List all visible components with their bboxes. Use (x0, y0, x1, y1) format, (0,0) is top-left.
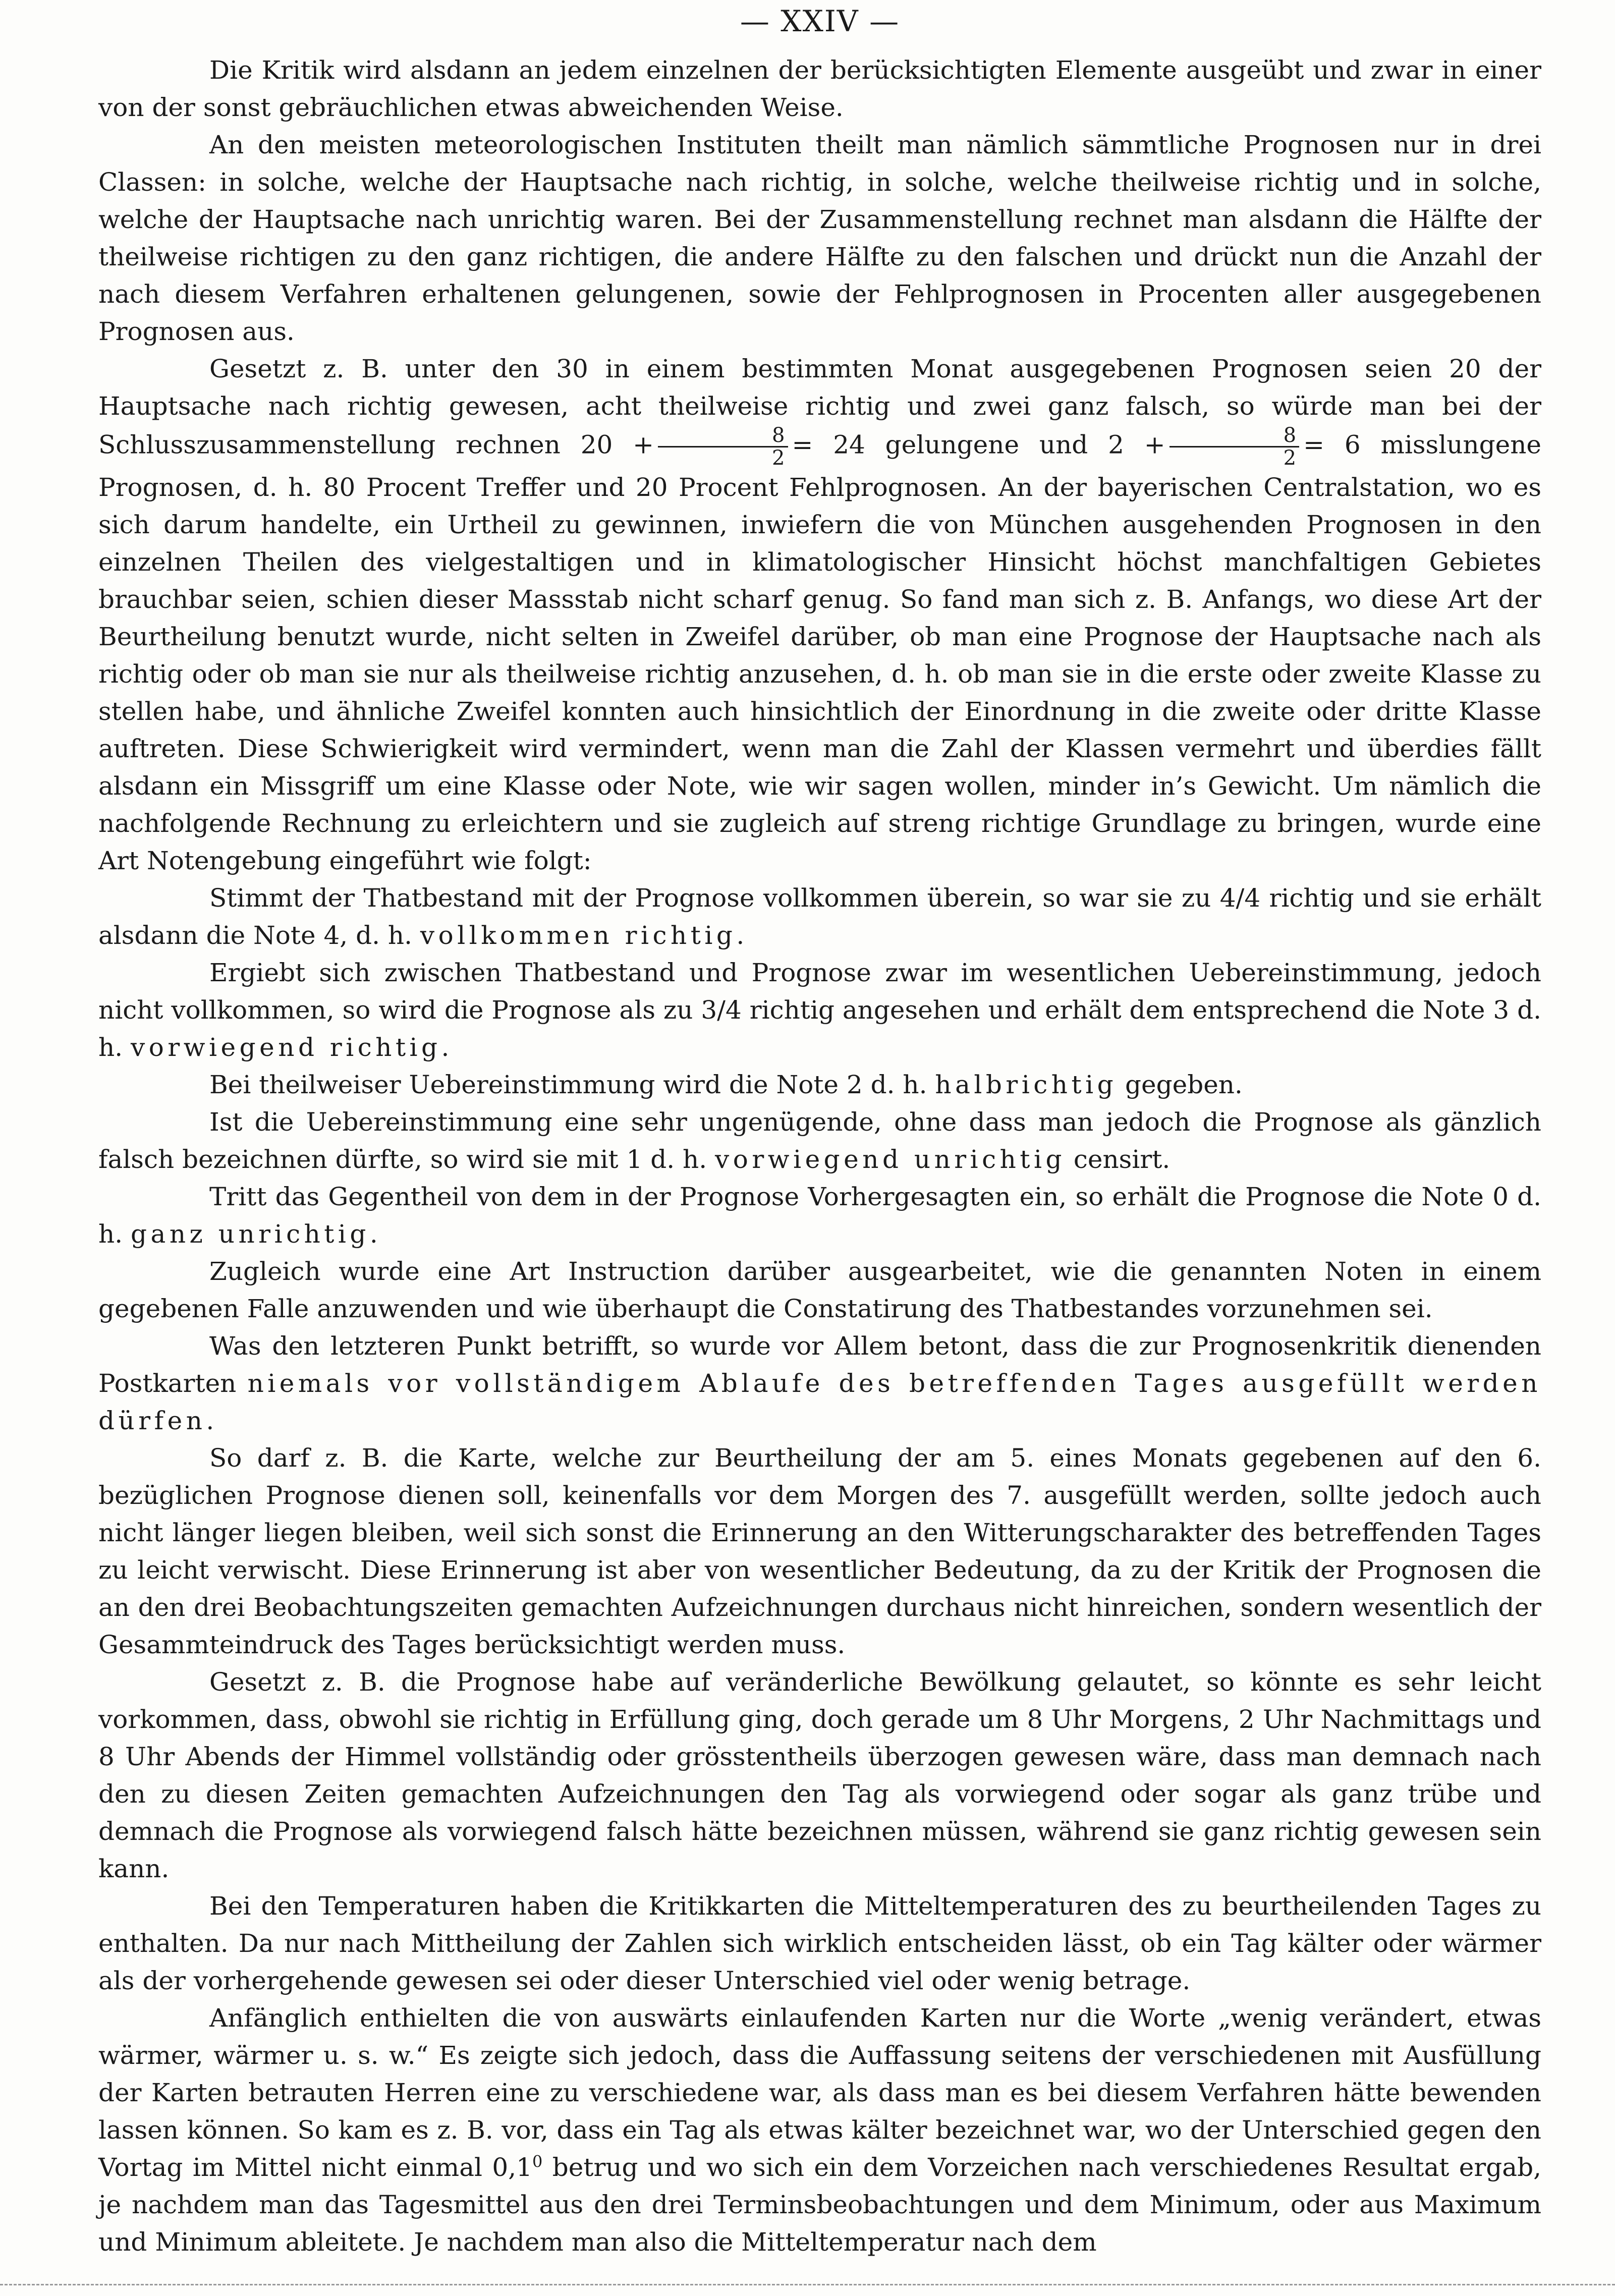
text-run: Tritt das Gegentheil von dem in der Prognose Vorhergesagten ein, so erhält die Prognose die Note 0 d. h. (98, 1182, 1541, 1249)
spaced-emphasis: vollkommen richtig. (420, 921, 748, 950)
paragraph: An den meisten meteorologischen Instituten theilt man nämlich sämmtliche Prognosen nur in drei Classen: in solche, welche der Hauptsache nach richtig, in solche, welche theilweise richtig und in solche, welche der Hauptsache nach unrichtig waren. Bei der Zusammenstellung rechnet man alsdann die Hälfte der theilweise richtigen zu den ganz richtigen, die andere Hälfte zu den falschen und drückt nun die Anzahl der nach diesem Verfahren erhaltenen gelungenen, sowie der Fehlprognosen in Procenten aller ausgegebenen Prognosen aus. (98, 130, 1541, 346)
paragraph: Bei den Temperaturen haben die Kritikkarten die Mitteltemperaturen des zu beurtheilenden Tages zu enthalten. Da nur nach Mittheilung der Zahlen sich wirklich entscheiden lässt, ob ein Tag kälter oder wärmer als der vorhergehende gewesen sei oder dieser Unterschied viel oder wenig betrage. (98, 1891, 1541, 1995)
spaced-emphasis: halbrichtig (935, 1070, 1118, 1099)
paragraph (98, 1103, 1541, 1178)
fraction (1170, 425, 1299, 469)
fraction-denominator: 2 (772, 446, 785, 470)
page-number: — XXIV — (740, 4, 900, 38)
paragraph (98, 1178, 1541, 1253)
paragraph (98, 350, 1541, 879)
document-page (98, 0, 1541, 2296)
text-run: = 24 gelungene und 2 + (792, 430, 1165, 460)
paragraph (98, 1066, 1541, 1103)
text-run: censirt. (1073, 1145, 1171, 1174)
text-run: Stimmt der Thatbestand mit der Prognose vollkommen überein, so war sie zu 4/4 richtig und sie erhält alsdann die Note 4, d. h. (98, 883, 1541, 950)
degree-superscript: 0 (532, 2152, 543, 2171)
text-run: = 6 misslungene Prognosen, d. h. 80 Procent Treffer und 20 Procent Fehlprognosen. An der bayerischen Centralstation, wo es sich darum handelte, ein Urtheil zu gewinnen, inwiefern die von München ausgehenden Prognosen in den einzelnen Theilen des vielgestaltigen und in klimatologischer Hinsicht höchst manchfaltigen Gebietes brauchbar seien, schien dieser Massstab nicht scharf genug. So fand man sich z. B. Anfangs, wo diese Art der Beurtheilung benutzt wurde, nicht selten in Zweifel darüber, ob man eine Prognose der Hauptsache nach als richtig oder ob man sie nur als theilweise richtig anzusehen, d. h. ob man sie in die erste oder zweite Klasse zu stellen habe, und ähnliche Zweifel konnten auch hinsichtlich der Einordnung in die zweite oder dritte Klasse auftreten. Diese Schwierigkeit wird vermindert, wenn man die Zahl der Klassen vermehrt und überdies fällt alsdann ein Missgriff um eine Klasse oder Note, wie wir sagen wollen, minder in’s Gewicht. Um nämlich die nachfolgende Rechnung zu erleichtern und sie zugleich auf streng richtige Grundlage zu bringen, wurde eine Art Notengebung eingeführt wie folgt: (98, 430, 1541, 875)
spaced-emphasis: vorwiegend unrichtig (715, 1145, 1066, 1174)
paragraph (98, 1999, 1541, 2261)
fraction (658, 425, 788, 469)
fraction-denominator: 2 (1283, 446, 1297, 470)
text-run: Bei theilweiser Uebereinstimmung wird die Note 2 d. h. (209, 1070, 927, 1099)
fraction-numerator: 8 (1170, 425, 1299, 447)
paragraph (98, 879, 1541, 954)
spaced-emphasis: niemals vor vollständigem Ablaufe des betreffenden Tages ausgefüllt werden dürfen. (98, 1369, 1541, 1435)
paragraph (98, 954, 1541, 1066)
page-bottom-edge (0, 2284, 1615, 2285)
paragraph (98, 1327, 1541, 1439)
text-run: Ergiebt sich zwischen Thatbestand und Prognose zwar im wesentlichen Uebereinstimmung, jedoch nicht vollkommen, so wird die Prognose als zu 3/4 richtig angesehen und erhält dem entsprechend die Note 3 d. h. (98, 958, 1541, 1062)
spaced-emphasis: vorwiegend richtig. (131, 1033, 453, 1062)
fraction-numerator: 8 (658, 425, 788, 447)
paragraph: Die Kritik wird alsdann an jedem einzelnen der berücksichtigten Elemente ausgeübt und zwar in einer von der sonst gebräuchlichen etwas abweichenden Weise. (98, 55, 1541, 122)
text-run: betrug und wo sich ein dem Vorzeichen nach verschiedenes Resultat ergab, je nachdem man das Tagesmittel aus den drei Terminsbeobachtungen und dem Minimum, oder aus Maximum und Minimum ableitete. Je nachdem man also die Mitteltemperatur nach dem (98, 2153, 1541, 2257)
paragraph: So darf z. B. die Karte, welche zur Beurtheilung der am 5. eines Monats gegebenen auf den 6. bezüglichen Prognose dienen soll, keinenfalls vor dem Morgen des 7. ausgefüllt werden, sollte jedoch auch nicht länger liegen bleiben, weil sich sonst die Erinnerung an den Witterungscharakter des betreffenden Tages zu leicht verwischt. Diese Erinnerung ist aber von wesentlicher Bedeutung, da zu der Kritik der Prognosen die an den drei Beobachtungszeiten gemachten Aufzeichnungen durchaus nicht hinreichen, sondern wesentlich der Gesammteindruck des Tages berücksichtigt werden muss. (98, 1443, 1541, 1659)
text-run: Ist die Uebereinstimmung eine sehr ungenügende, ohne dass man jedoch die Prognose als gänzlich falsch bezeichnen dürfte, so wird sie mit 1 d. h. (98, 1107, 1541, 1174)
paragraph: Zugleich wurde eine Art Instruction darüber ausgearbeitet, wie die genannten Noten in einem gegebenen Falle anzuwenden und wie überhaupt die Constatirung des Thatbestandes vorzunehmen sei. (98, 1257, 1541, 1323)
text-run: Gesetzt z. B. unter den 30 in einem bestimmten Monat ausgegebenen Prognosen seien 20 der Hauptsache nach richtig gewesen, acht theilweise richtig und zwei ganz falsch, so würde man bei der Schlusszusammenstellung rechnen 20 + (98, 354, 1541, 460)
text-run: Was den letzteren Punkt betrifft, so wurde vor Allem betont, dass die zur Prognosenkritik dienenden Postkarten (98, 1331, 1541, 1398)
text-run: Anfänglich enthielten die von auswärts einlaufenden Karten nur die Worte „wenig verändert, etwas wärmer, wärmer u. s. w.“ Es zeigte sich jedoch, dass die Auffassung seitens der verschiedenen mit Ausfüllung der Karten betrauten Herren eine zu verschiedene war, als dass man es bei diesem Verfahren hätte bewenden lassen können. So kam es z. B. vor, dass ein Tag als etwas kälter bezeichnet war, wo der Unterschied gegen den Vortag im Mittel nicht einmal 0,1 (98, 2003, 1541, 2182)
text-run: gegeben. (1125, 1070, 1243, 1099)
spaced-emphasis: ganz unrichtig. (131, 1219, 382, 1249)
paragraph: Gesetzt z. B. die Prognose habe auf veränderliche Bewölkung gelautet, so könnte es sehr leicht vorkommen, dass, obwohl sie richtig in Erfüllung ging, doch gerade um 8 Uhr Morgens, 2 Uhr Nachmittags und 8 Uhr Abends der Himmel vollständig oder grösstentheils überzogen gewesen wäre, dass man demnach nach den zu diesen Zeiten gemachten Aufzeichnungen den Tag als vorwiegend oder sogar als ganz trübe und demnach die Prognose als vorwiegend falsch hätte bezeichnen müssen, während sie ganz richtig gewesen sein kann. (98, 1667, 1541, 1883)
body-text (98, 51, 1541, 2261)
